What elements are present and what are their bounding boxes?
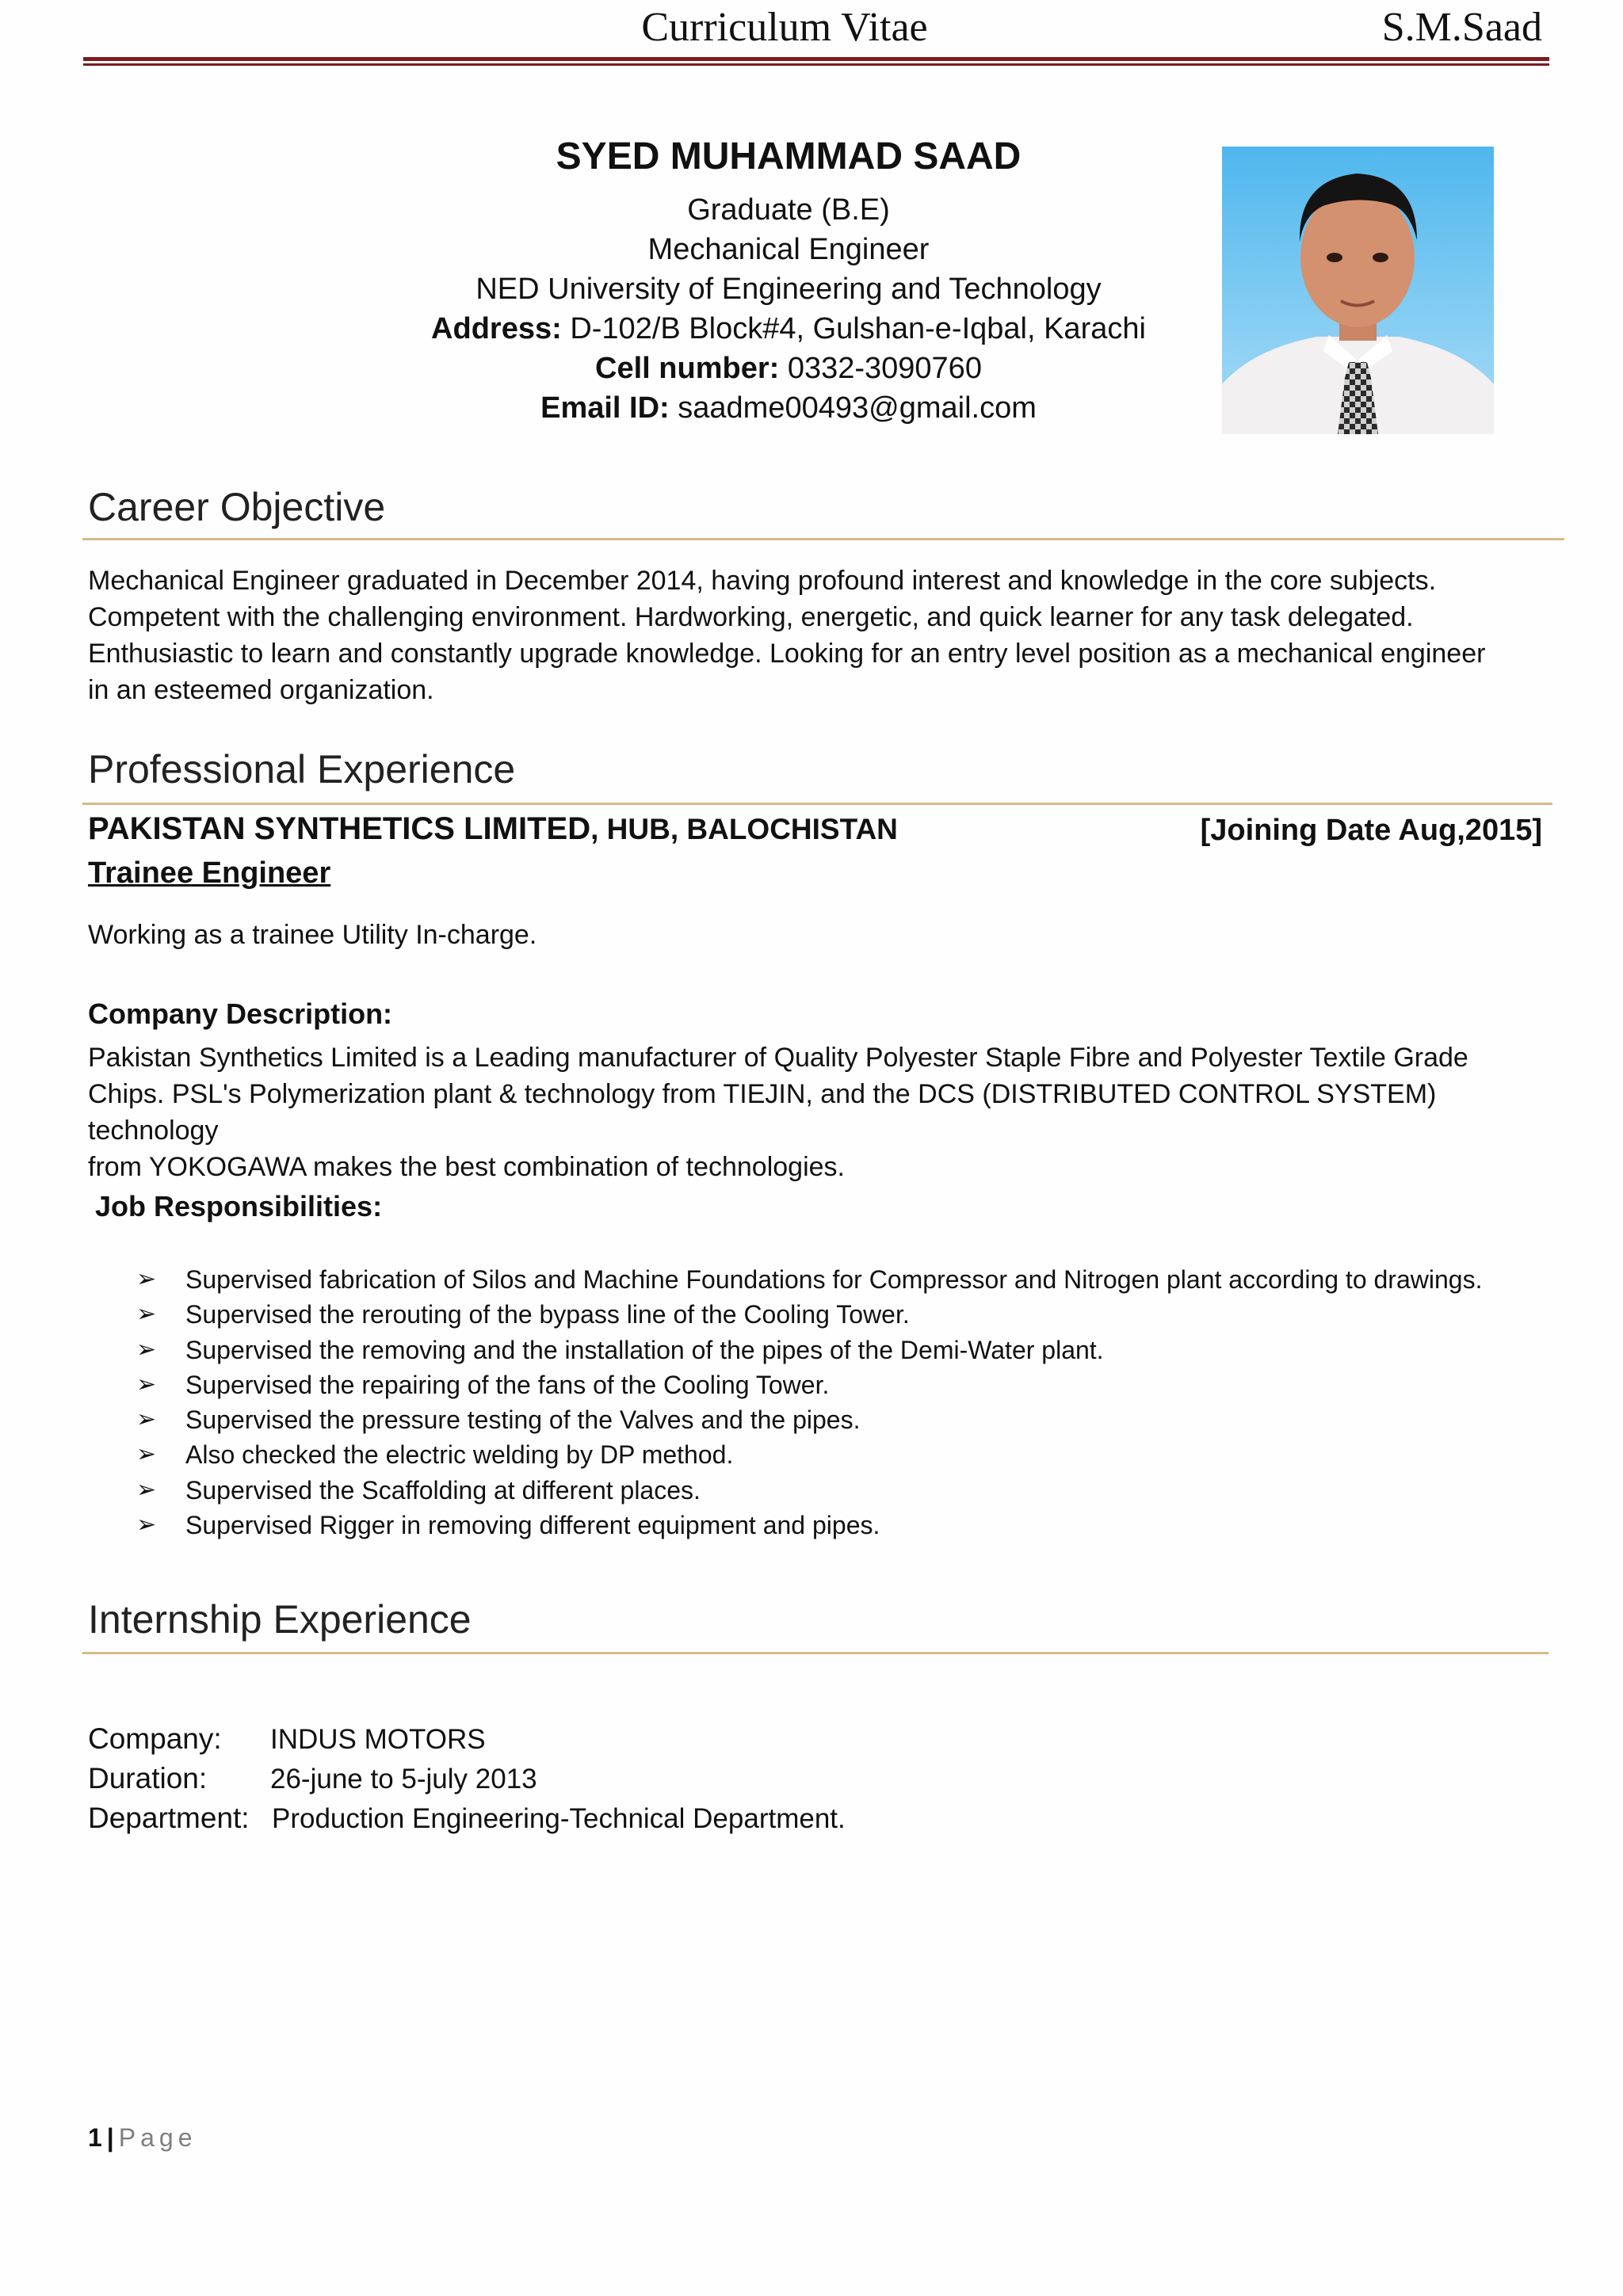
address-label: Address: (431, 312, 562, 345)
career-line: in an esteemed organization. (88, 675, 434, 705)
responsibility-text: Supervised the Scaffolding at different places. (185, 1475, 701, 1505)
responsibility-text: Supervised the repairing of the fans of the Cooling Tower. (185, 1370, 830, 1399)
page-footer (88, 2120, 197, 2155)
career-objective-rule (82, 538, 1564, 540)
working-statement: Working as a trainee Utility In-charge. (88, 920, 537, 950)
arrowhead-bullet-icon: ➢ (136, 1266, 157, 1292)
career-objective-text (88, 563, 1546, 708)
arrowhead-bullet-icon: ➢ (136, 1371, 157, 1398)
arrowhead-bullet-icon: ➢ (136, 1476, 157, 1503)
career-objective-heading: Career Objective (88, 485, 386, 529)
description-line: Pakistan Synthetics Limited is a Leading manufacturer of Quality Polyester Staple Fibre and Polyester Textile Grade (88, 1043, 1468, 1073)
company-line (88, 807, 898, 852)
internship-company-row (88, 1719, 486, 1760)
footer-separator: | (106, 2123, 114, 2152)
internship-company-value: INDUS MOTORS (270, 1724, 486, 1755)
cell-label: Cell number: (595, 352, 780, 385)
arrowhead-bullet-icon: ➢ (136, 1301, 157, 1328)
responsibility-text: Supervised the rerouting of the bypass line of the Cooling Tower. (185, 1300, 910, 1329)
description-line: from YOKOGAWA makes the best combination of technologies. (88, 1152, 845, 1182)
career-line: Mechanical Engineer graduated in December 2014, having profound interest and knowledge in the core subjects. (88, 566, 1437, 596)
full-name: SYED MUHAMMAD SAAD (556, 135, 1022, 177)
list-item (136, 1473, 1563, 1508)
internship-department-row (88, 1798, 846, 1839)
arrowhead-bullet-icon: ➢ (136, 1406, 157, 1433)
arrowhead-bullet-icon: ➢ (136, 1441, 157, 1468)
company-description-heading: Company Description: (88, 997, 393, 1030)
address-value: D-102/B Block#4, Gulshan-e-Iqbal, Karachi (570, 312, 1146, 345)
responsibility-text: Supervised Rigger in removing different equipment and pipes. (185, 1511, 880, 1540)
list-item (136, 1333, 1563, 1367)
responsibility-text: Supervised fabrication of Silos and Machine Foundations for Compressor and Nitrogen plant according to drawings. (185, 1265, 1483, 1294)
professional-experience-rule (82, 803, 1552, 805)
page-word: Page (118, 2123, 197, 2152)
internship-experience-heading: Internship Experience (88, 1597, 472, 1642)
list-item (136, 1367, 1563, 1402)
responsibility-text: Also checked the electric welding by DP method. (185, 1440, 734, 1470)
list-item (136, 1262, 1563, 1297)
email-value[interactable]: saadme00493@gmail.com (678, 391, 1037, 425)
company-description-text (88, 1039, 1546, 1185)
career-line: Enthusiastic to learn and constantly upgrade knowledge. Looking for an entry level position as a mechanical engineer (88, 639, 1486, 669)
cell-value: 0332-3090760 (787, 352, 982, 385)
profile-photo (1222, 147, 1494, 434)
internship-company-label: Company: (88, 1722, 222, 1755)
internship-department-label: Department: (88, 1802, 250, 1834)
responsibilities-list (136, 1262, 1563, 1543)
responsibility-text: Supervised the pressure testing of the Valves and the pipes. (185, 1405, 861, 1435)
header-rule-thick (83, 57, 1549, 61)
internship-department-value: Production Engineering-Technical Department. (272, 1803, 846, 1834)
header-rule-thin (83, 63, 1549, 66)
professional-experience-heading: Professional Experience (88, 747, 516, 791)
degree: Graduate (B.E) (687, 193, 890, 227)
description-line: Chips. PSL's Polymerization plant & technology from TIEJIN, and the DCS (DISTRIBUTED CONTROL SYSTEM) technology (88, 1079, 1437, 1146)
company-location: , HUB, BALOCHISTAN (590, 813, 898, 845)
responsibility-text: Supervised the removing and the installation of the pipes of the Demi-Water plant. (185, 1335, 1104, 1364)
company-name: PAKISTAN SYNTHETICS LIMITED (88, 811, 591, 846)
role-title: Trainee Engineer (88, 856, 331, 890)
career-line: Competent with the challenging environment. Hardworking, energetic, and quick learner for any task delegated. (88, 602, 1414, 632)
job-title: Mechanical Engineer (647, 233, 930, 266)
arrowhead-bullet-icon: ➢ (136, 1336, 157, 1363)
arrowhead-bullet-icon: ➢ (136, 1512, 157, 1539)
internship-duration-value: 26-june to 5-july 2013 (270, 1764, 537, 1794)
job-responsibilities-heading: Job Responsibilities: (95, 1190, 383, 1222)
internship-duration-label: Duration: (88, 1762, 208, 1794)
joining-date: [Joining Date Aug,2015] (1200, 814, 1542, 847)
list-item (136, 1297, 1563, 1332)
document-title: Curriculum Vitae (641, 5, 928, 50)
header-name: S.M.Saad (1381, 5, 1542, 50)
email-label: Email ID: (540, 391, 670, 425)
list-item (136, 1437, 1563, 1472)
university: NED University of Engineering and Technology (475, 273, 1102, 306)
list-item (136, 1508, 1563, 1543)
internship-experience-rule (82, 1652, 1549, 1654)
list-item (136, 1402, 1563, 1437)
page-number: 1 (88, 2123, 102, 2152)
internship-duration-row (88, 1759, 537, 1799)
